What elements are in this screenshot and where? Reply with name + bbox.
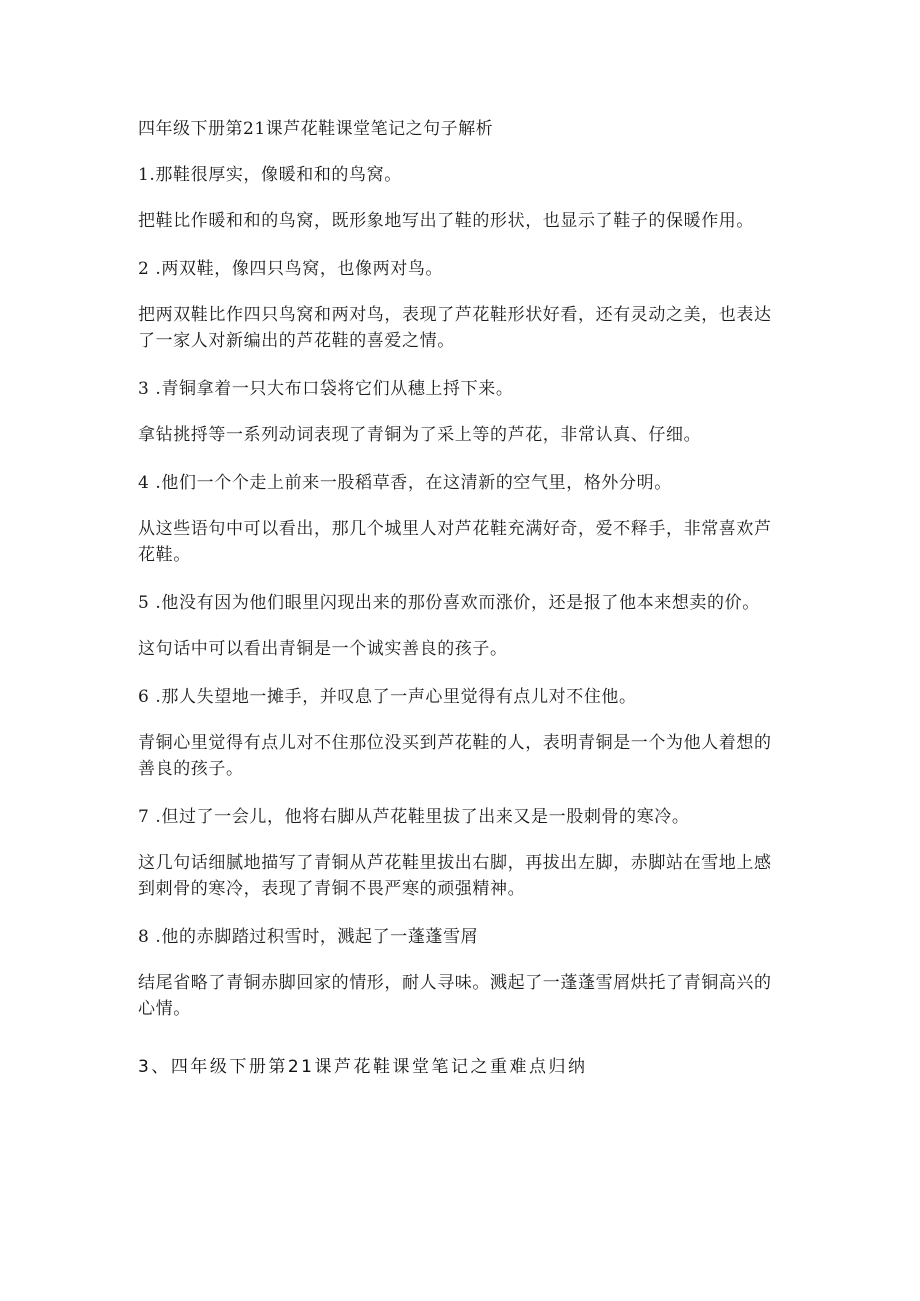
sentence-8: 8 .他的赤脚踏过积雪时，溅起了一蓬蓬雪屑 (138, 927, 479, 947)
sentence-1: 1.那鞋很厚实，像暖和和的鸟窝。 (138, 165, 402, 185)
document-title: 四年级下册第21课芦花鞋课堂笔记之句子解析 (138, 119, 494, 139)
analysis-4: 从这些语句中可以看出，那几个城里人对芦花鞋充满好奇，爱不释手，非常喜欢芦花鞋。 (138, 519, 772, 565)
sentence-block-1 (138, 162, 778, 234)
sentence-7: 7 .但过了一会儿，他将右脚从芦花鞋里拔了出来又是一股刺骨的寒冷。 (138, 807, 690, 827)
sentence-4: 4 .他们一个个走上前来一股稻草香，在这清新的空气里，格外分明。 (138, 473, 672, 493)
analysis-7: 这几句话细腻地描写了青铜从芦花鞋里拔出右脚，再拔出左脚，赤脚站在雪地上感到刺骨的寒冷，表现了青铜不畏严寒的顽强精神。 (138, 853, 772, 899)
analysis-6: 青铜心里觉得有点儿对不住那位没买到芦花鞋的人，表明青铜是一个为他人着想的善良的孩子。 (138, 733, 772, 779)
sentence-block-6 (138, 684, 778, 782)
next-section-heading: 3、四年级下册第21课芦花鞋课堂笔记之重难点归纳 (138, 1057, 588, 1077)
analysis-5: 这句话中可以看出青铜是一个诚实善良的孩子。 (138, 639, 508, 659)
sentence-block-3 (138, 376, 778, 448)
sentence-block-8 (138, 924, 778, 1022)
analysis-8: 结尾省略了青铜赤脚回家的情形，耐人寻味。溅起了一蓬蓬雪屑烘托了青铜高兴的心情。 (138, 973, 772, 1019)
analysis-1: 把鞋比作暖和和的鸟窝，既形象地写出了鞋的形状，也显示了鞋子的保暖作用。 (138, 211, 754, 231)
sentence-block-7 (138, 804, 778, 902)
sentence-block-2 (138, 256, 778, 354)
analysis-3: 拿钻挑捋等一系列动词表现了青铜为了采上等的芦花，非常认真、仔细。 (138, 425, 702, 445)
document-body (138, 116, 778, 1080)
sentence-3: 3 .青铜拿着一只大布口袋将它们从穗上捋下来。 (138, 379, 514, 399)
sentence-block-5 (138, 590, 778, 662)
sentence-2: 2 .两双鞋，像四只鸟窝，也像两对鸟。 (138, 259, 444, 279)
sentence-5: 5 .他没有因为他们眼里闪现出来的那份喜欢而涨价，还是报了他本来想卖的价。 (138, 593, 760, 613)
sentence-6: 6 .那人失望地一摊手，并叹息了一声心里觉得有点儿对不住他。 (138, 687, 637, 707)
analysis-2: 把两双鞋比作四只鸟窝和两对鸟，表现了芦花鞋形状好看，还有灵动之美，也表达了一家人对新编出的芦花鞋的喜爱之情。 (138, 305, 772, 351)
sentence-block-4 (138, 470, 778, 568)
